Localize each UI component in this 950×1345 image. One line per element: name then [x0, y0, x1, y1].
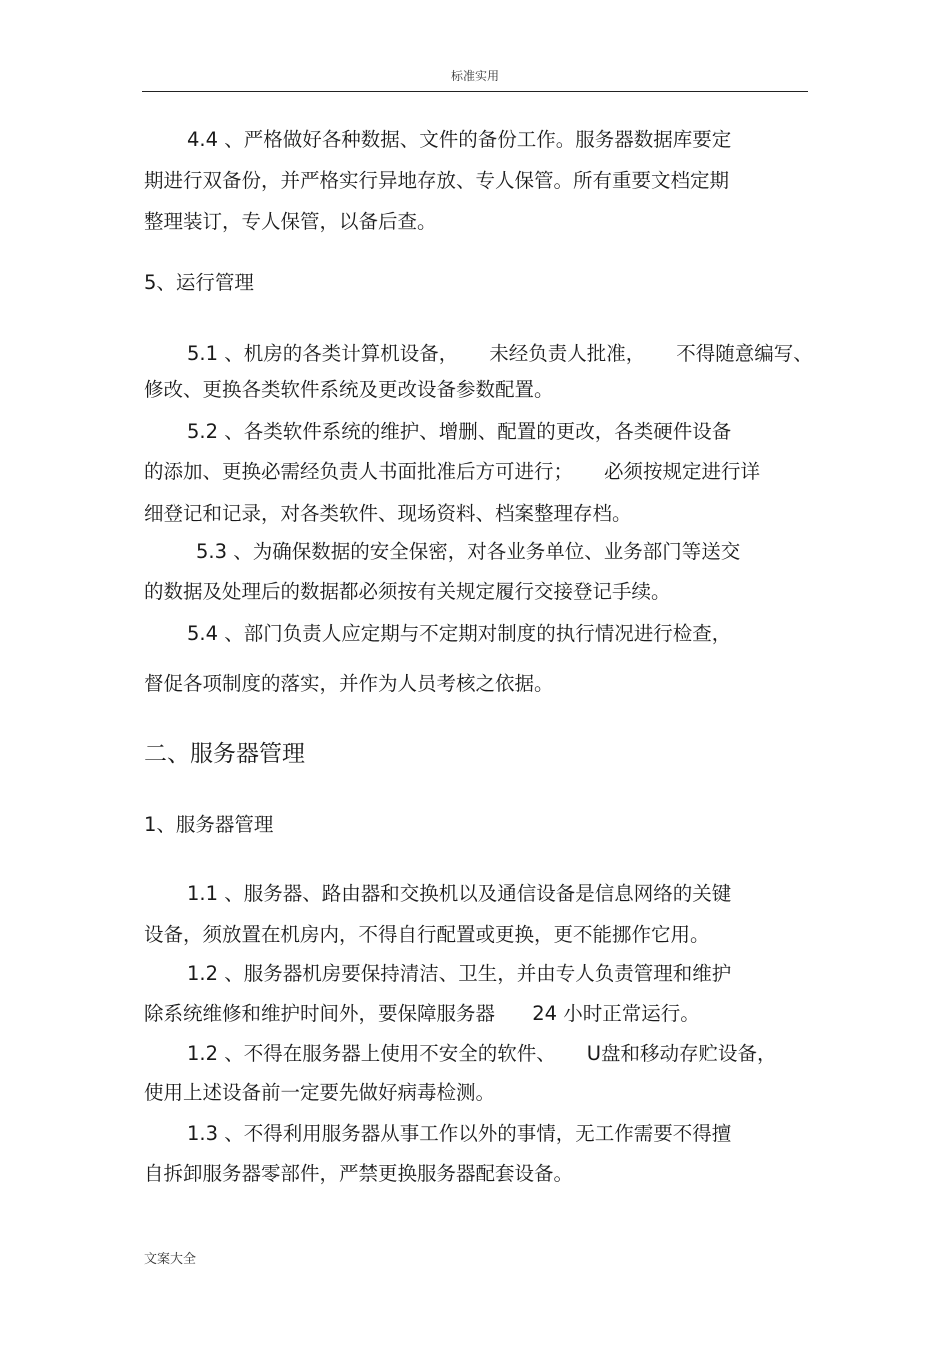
- paragraph-5-3-line-1: 5.3 、为确保数据的安全保密，对各业务单位、业务部门等送交: [196, 540, 741, 563]
- paragraph-1-1-line-1: 1.1 、服务器、路由器和交换机以及通信设备是信息网络的关键: [187, 882, 732, 905]
- paragraph-5-2-line-3: 细登记和记录，对各类软件、现场资料、档案整理存档。: [144, 502, 632, 525]
- paragraph-5-3-line-2: 的数据及处理后的数据都必须按有关规定履行交接登记手续。: [144, 580, 671, 603]
- chapter-heading-server-management: 二、服务器管理: [144, 741, 305, 767]
- paragraph-5-4-line-2: 督促各项制度的落实，并作为人员考核之依据。: [144, 672, 554, 695]
- paragraph-5-1-line-1: 5.1 、机房的各类计算机设备， 未经负责人批准， 不得随意编写、: [187, 342, 813, 365]
- header-divider: [142, 91, 808, 92]
- section-heading-5: 5、运行管理: [144, 271, 254, 294]
- page-header: 标准实用: [450, 69, 499, 83]
- paragraph-1-2a-line-1: 1.2 、服务器机房要保持清洁、卫生，并由专人负责管理和维护: [187, 962, 732, 985]
- paragraph-1-1-line-2: 设备，须放置在机房内，不得自行配置或更换，更不能挪作它用。: [144, 923, 710, 946]
- paragraph-1-3-line-1: 1.3 、不得利用服务器从事工作以外的事情，无工作需要不得擅: [187, 1122, 732, 1145]
- paragraph-4-4-line-2: 期进行双备份，并严格实行异地存放、专人保管。所有重要文档定期: [144, 169, 730, 192]
- section-heading-1: 1、服务器管理: [144, 813, 274, 836]
- paragraph-1-2b-line-1: 1.2 、不得在服务器上使用不安全的软件、 U盘和移动存贮设备，: [187, 1042, 777, 1065]
- paragraph-4-4-line-1: 4.4 、严格做好各种数据、文件的备份工作。服务器数据库要定: [187, 128, 732, 151]
- paragraph-4-4-line-3: 整理装订，专人保管，以备后查。: [144, 210, 437, 233]
- paragraph-1-2b-line-2: 使用上述设备前一定要先做好病毒检测。: [144, 1081, 496, 1104]
- paragraph-5-2-line-1: 5.2 、各类软件系统的维护、增删、配置的更改，各类硬件设备: [187, 420, 732, 443]
- paragraph-5-2-line-2: 的添加、更换必需经负责人书面批准后方可进行； 必须按规定进行详: [144, 460, 760, 483]
- paragraph-5-1-line-2: 修改、更换各类软件系统及更改设备参数配置。: [144, 378, 554, 401]
- paragraph-1-2a-line-2: 除系统维修和维护时间外，要保障服务器 24 小时正常运行。: [144, 1002, 700, 1025]
- paragraph-5-4-line-1: 5.4 、部门负责人应定期与不定期对制度的执行情况进行检查，: [187, 622, 732, 645]
- paragraph-1-3-line-2: 自拆卸服务器零部件，严禁更换服务器配套设备。: [144, 1162, 574, 1185]
- page-footer: 文案大全: [144, 1252, 197, 1267]
